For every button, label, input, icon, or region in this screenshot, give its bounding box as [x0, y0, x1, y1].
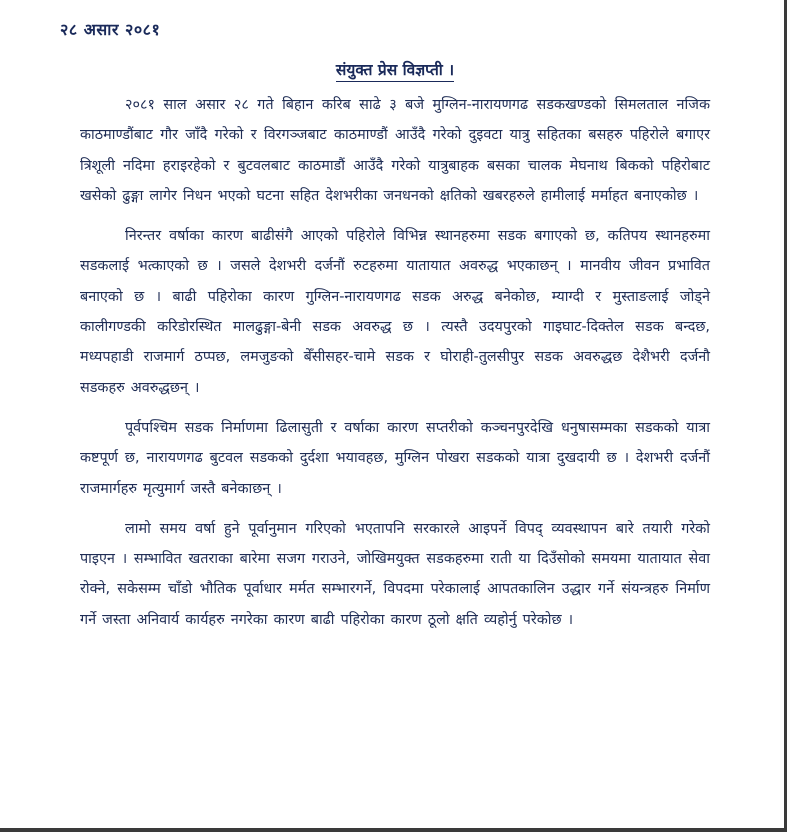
document-date: २८ असार २०८१ [60, 20, 161, 39]
paragraph-3: पूर्वपश्चिम सडक निर्माणमा ढिलासुती र वर्षाका कारण सप्तरीको कञ्चनपुरदेखि धनुषासम्मका सडकको यात्रा कष्टपूर्ण छ, नारायणगढ बुटवल सडकको दुर्दशा भयावहछ, मुग्लिन पोखरा सडकको यात्रा दुखदायी छ । देशभरी दर्जनौं राजमार्गहरु मृत्युमार्ग जस्तै बनेकाछन् । [80, 419, 710, 497]
document-body [80, 90, 710, 645]
document-title-text: संयुक्त प्रेस विज्ञप्ती । [336, 61, 454, 82]
paragraph-1: २०८१ साल असार २८ गते बिहान करिब साढे ३ बजे मुग्लिन-नारायणगढ सडकखण्डको सिमलताल नजिक काठमाण्डौंबाट गौर जाँदै गरेको र विरगञ्जबाट काठमाण्डौं आउँदै गरेको दुइवटा यात्रु सहितका बसहरु पहिरोले बगाएर त्रिशूली नदिमा हराइरहेको र बुटवलबाट काठमाडौं आउँदै गरेको यात्रुबाहक बसका चालक मेघनाथ बिकको पहिरोबाट खसेको ढुङ्गा लागेर निधन भएको घटना सहित देशभरीका जनधनको क्षतिको खबरहरुले हामीलाई मर्माहत बनाएकोछ । [80, 97, 710, 204]
document-title [0, 58, 790, 80]
paragraph-4: लामो समय वर्षा हुने पूर्वानुमान गरिएको भएतापनि सरकारले आइपर्ने विपद् व्यवस्थापन बारे तयारी गरेको पाइएन । सम्भावित खतराका बारेमा सजग गराउने, जोखिमयुक्त सडकहरुमा राती या दिउँसोको समयमा यातायात सेवा रोक्ने, सकेसम्म चाँडो भौतिक पूर्वाधार मर्मत सम्भारगर्ने, विपदमा परेकालाई आपतकालिन उद्धार गर्ने संयन्त्रहरु निर्माण गर्ने जस्ता अनिवार्य कार्यहरु नगरेका कारण बाढी पहिरोका कारण ठूलो क्षति व्यहोर्नु परेकोछ । [80, 520, 710, 628]
paragraph-2: निरन्तर वर्षाका कारण बाढीसंगै आएको पहिरोले विभिन्न स्थानहरुमा सडक बगाएको छ, कतिपय स्थानहरुमा सडकलाई भत्काएको छ । जसले देशभरी दर्जनौं रुटहरुमा यातायात अवरुद्ध भएकाछन् । मानवीय जीवन प्रभावित बनाएको छ । बाढी पहिरोका कारण गुग्लिन-नारायणगढ सडक अरुद्ध बनेकोछ, म्याग्दी र मुस्ताङलाई जोड्ने कालीगण्डकी करिडोरस्थित मालढुङ्गा-बेनी सडक अवरुद्ध छ । त्यस्तै उदयपुरको गाइघाट-दिक्तेल सडक बन्दछ, मध्यपहाडी राजमार्ग ठप्पछ, लमजुङको बेँसीसहर-चामे सडक र घोराही-तुलसीपुर सडक अवरुद्धछ देशैभरी दर्जनौ सडकहरु अवरुद्धछन् । [80, 228, 710, 396]
